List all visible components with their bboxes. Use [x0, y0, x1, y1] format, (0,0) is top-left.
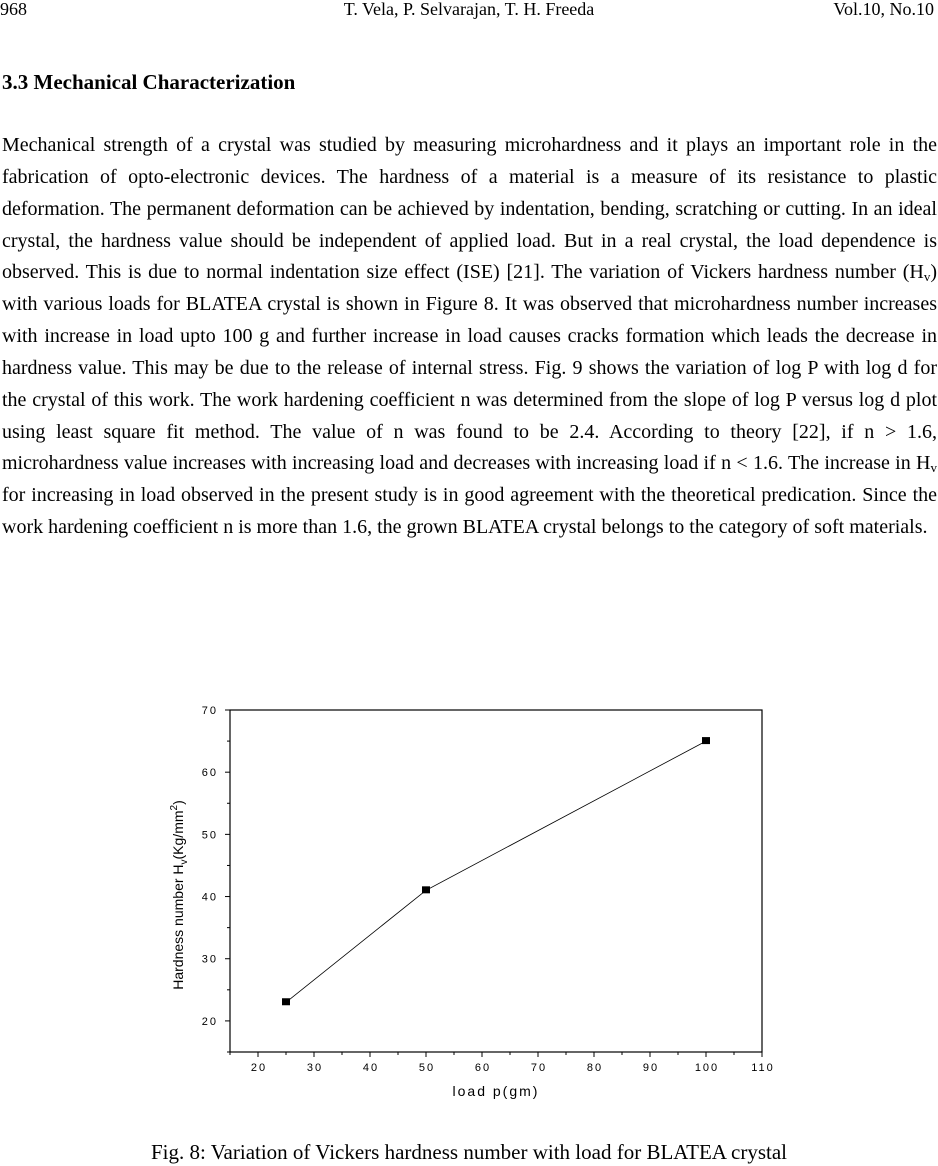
x-axis-ticks — [230, 1052, 775, 1074]
body-paragraph — [2, 130, 937, 544]
x-tick-label: 80 — [586, 1062, 604, 1074]
x-tick-label: 100 — [694, 1062, 720, 1074]
x-tick-label: 90 — [642, 1062, 660, 1074]
series-group — [282, 737, 710, 1005]
y-axis-ticks — [202, 705, 230, 1052]
x-tick-label: 50 — [418, 1062, 436, 1074]
x-axis-label: load p(gm) — [452, 1083, 540, 1099]
x-tick-label: 40 — [362, 1062, 380, 1074]
x-tick-label: 20 — [250, 1062, 268, 1074]
page-number: 968 — [0, 0, 27, 19]
y-tick-label: 60 — [201, 767, 218, 780]
plot-frame — [230, 710, 762, 1052]
y-tick-label: 30 — [201, 953, 218, 966]
subscript-v-2: v — [930, 460, 937, 476]
running-authors: T. Vela, P. Selvarajan, T. H. Freeda — [343, 0, 595, 19]
x-tick-label: 110 — [751, 1062, 775, 1074]
page-header — [0, 0, 938, 26]
paragraph-text-3: for increasing in load observed in the present study is in good agreement with the theoretical predication. Since the work hardening coefficient n is more than 1.6, the grown BLATEA crystal belongs to the category of soft materials. — [2, 484, 937, 539]
y-axis-label: Hardness number $H_v(Kg/mm^2)$ — [169, 800, 190, 990]
y-tick-label: 70 — [201, 705, 218, 717]
journal-volume: Vol.10, No.10 — [833, 0, 934, 19]
x-tick-label: 60 — [474, 1062, 492, 1074]
data-point-marker — [422, 886, 430, 893]
paragraph-text-2: ) with various loads for BLATEA crystal is shown in Figure 8. It was observed that microhardness number increases with increase in load upto 100 g and further increase in load causes cracks formation which leads the decrease in hardness value. This may be due to the release of internal stress. Fig. 9 shows the variation of log P with log d for the crystal of this work. The work hardening coefficient n was determined from the slope of log P versus log d plot using least square fit method. The value of n was found to be 2.4. According to theory [22], if n > 1.6, microhardness value increases with increasing load and decreases with increasing load if n < 1.6. The increase in H — [2, 261, 937, 475]
y-tick-label: 20 — [201, 1015, 218, 1028]
paragraph-text-1: Mechanical strength of a crystal was studied by measuring microhardness and it plays an important role in the fabrication of opto-electronic devices. The hardness of a material is a measure of its resistance to plastic deformation. The permanent deformation can be achieved by indentation, bending, scratching or cutting. In an ideal crystal, the hardness value should be independent of applied load. But in a real crystal, the load dependence is observed. This is due to normal indentation size effect (ISE) [21]. The variation of Vickers hardness number (H — [2, 134, 937, 284]
data-point-marker — [702, 737, 710, 744]
section-heading: 3.3 Mechanical Characterization — [2, 70, 296, 94]
x-tick-label: 70 — [530, 1062, 548, 1074]
series-line — [286, 741, 706, 1002]
figure-caption: Fig. 8: Variation of Vickers hardness number with load for BLATEA crystal — [150, 1140, 788, 1164]
y-tick-label: 40 — [201, 891, 218, 904]
hardness-load-chart — [0, 690, 938, 1110]
subscript-v-1: v — [923, 269, 931, 285]
data-point-marker — [282, 998, 290, 1005]
y-tick-label: 50 — [201, 829, 218, 842]
x-tick-label: 30 — [306, 1062, 324, 1074]
figure-8 — [0, 690, 938, 1110]
